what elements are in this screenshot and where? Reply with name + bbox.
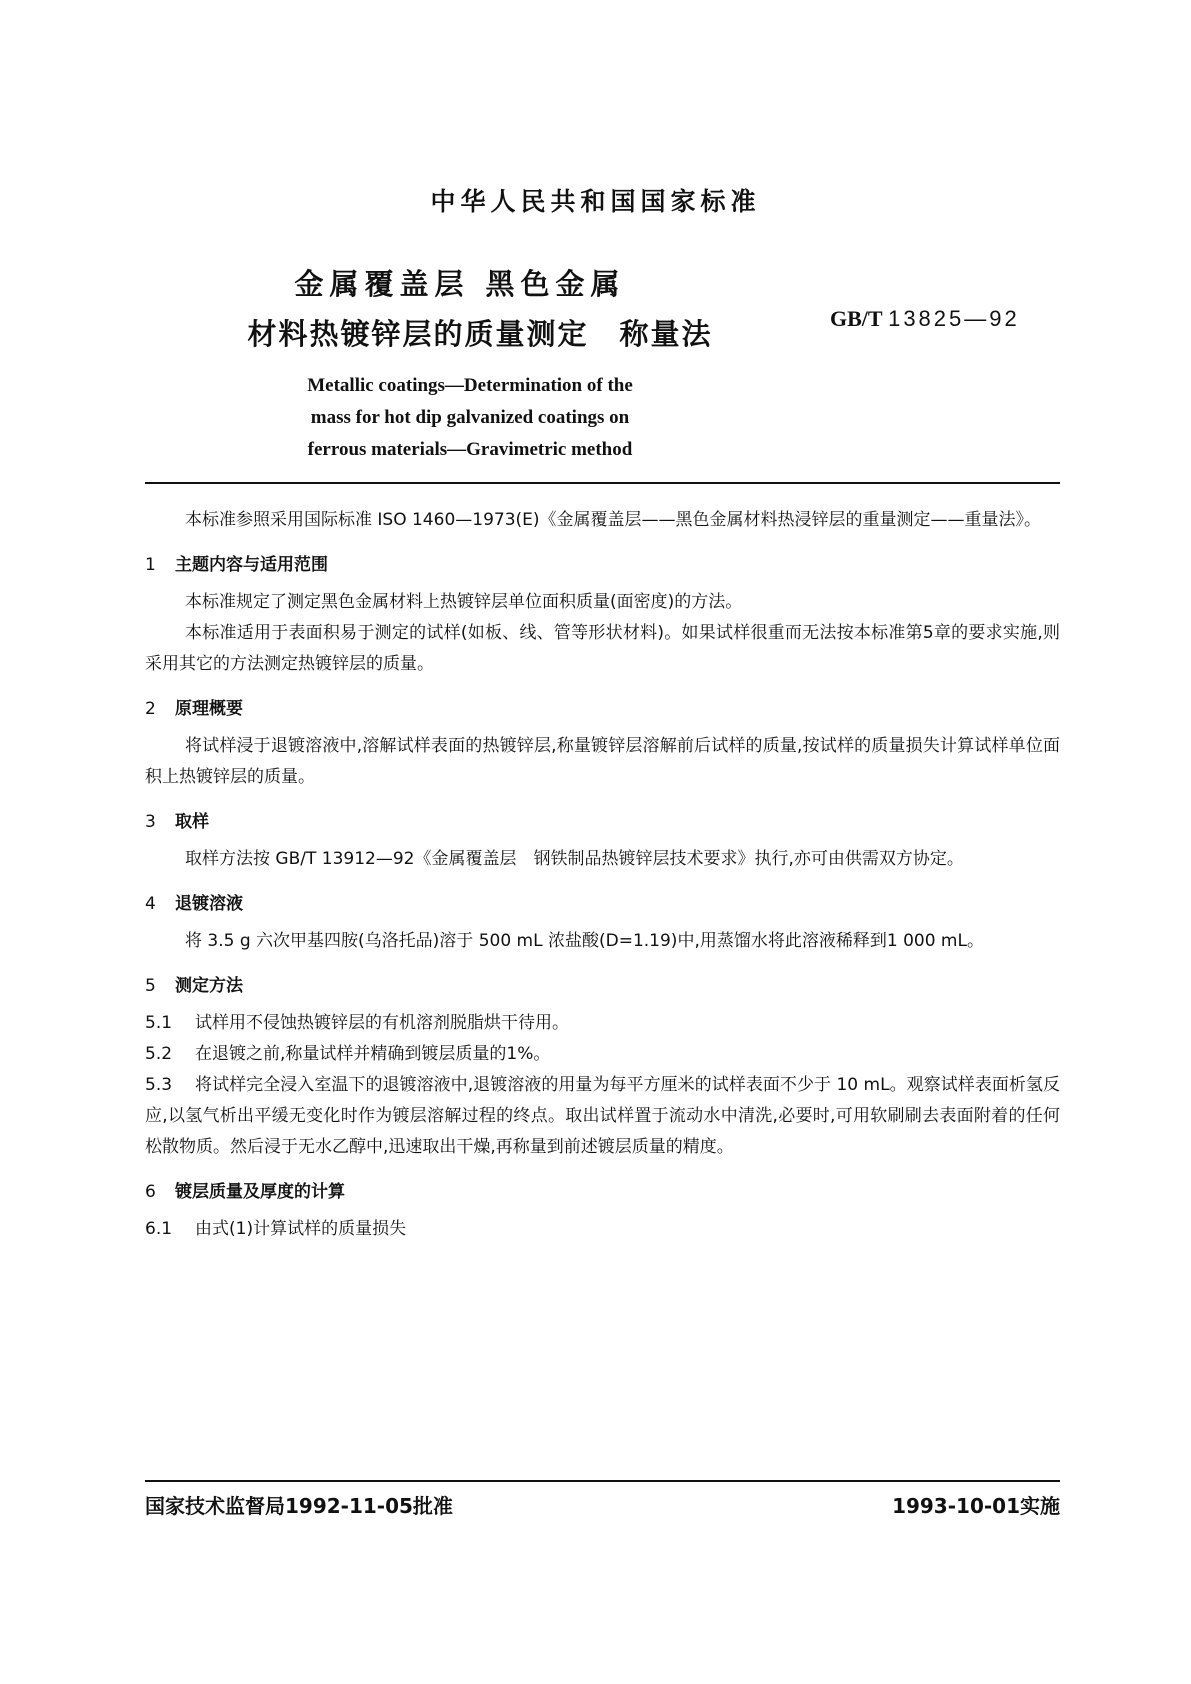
title-line-2: 材料热镀锌层的质量测定 称量法	[247, 317, 713, 351]
standard-code: 13825—92	[888, 306, 1020, 331]
english-title	[230, 370, 710, 466]
section-paragraph: 本标准适用于表面积易于测定的试样(如板、线、管等形状材料)。如果试样很重而无法按本标准第5章的要求实施,则采用其它的方法测定热镀锌层的质量。	[145, 623, 1060, 674]
footer-divider	[145, 1480, 1060, 1482]
subsection-item: 5.1 试样用不侵蚀热镀锌层的有机溶剂脱脂烘干待用。	[145, 1013, 569, 1033]
standard-prefix: GB/T	[830, 306, 883, 331]
section-heading: 3 取样	[145, 812, 209, 832]
section-heading: 6 镀层质量及厚度的计算	[145, 1182, 345, 1202]
section-heading: 5 测定方法	[145, 976, 243, 996]
english-title-line: Metallic coatings—Determination of the	[307, 375, 633, 396]
approval-date: 国家技术监督局1992-11-05批准	[145, 1494, 453, 1518]
section-paragraph: 取样方法按 GB/T 13912—92《金属覆盖层 钢铁制品热镀锌层技术要求》执行,亦可由供需双方协定。	[185, 849, 964, 869]
header-divider	[145, 482, 1060, 484]
footer	[145, 1490, 1060, 1519]
subsection-item: 5.2 在退镀之前,称量试样并精确到镀层质量的1%。	[145, 1044, 551, 1064]
subsection-item: 5.3 将试样完全浸入室温下的退镀溶液中,退镀溶液的用量为每平方厘米的试样表面不少于 10 mL。观察试样表面析氢反应,以氢气析出平缓无变化时作为镀层溶解过程的终点。取出试样置于流动水中清洗,必要时,可用软刷刷去表面附着的任何松散物质。然后浸于无水乙醇中,迅速取出干燥,再称量到前述镀层质量的精度。	[145, 1075, 1060, 1157]
section-paragraph: 将 3.5 g 六次甲基四胺(乌洛托品)溶于 500 mL 浓盐酸(D=1.19)中,用蒸馏水将此溶液稀释到1 000 mL。	[185, 931, 984, 951]
section-paragraph: 本标准规定了测定黑色金属材料上热镀锌层单位面积质量(面密度)的方法。	[185, 592, 743, 612]
standard-number	[830, 306, 1020, 332]
national-standard-label: 中华人民共和国国家标准	[430, 187, 761, 216]
effective-date: 1993-10-01实施	[892, 1494, 1060, 1518]
english-title-line: ferrous materials—Gravimetric method	[307, 439, 633, 460]
title-line-1: 金属覆盖层 黑色金属	[294, 267, 626, 301]
section-heading: 1 主题内容与适用范围	[145, 555, 328, 575]
section-heading: 2 原理概要	[145, 699, 243, 719]
subsection-item: 6.1 由式(1)计算试样的质量损失	[145, 1219, 407, 1239]
english-title-line: mass for hot dip galvanized coatings on	[310, 407, 630, 428]
document-body	[145, 505, 1060, 1245]
section-heading: 4 退镀溶液	[145, 894, 243, 914]
intro-paragraph: 本标准参照采用国际标准 ISO 1460—1973(E)《金属覆盖层——黑色金属材料热浸锌层的重量测定——重量法》。	[185, 510, 1042, 530]
section-paragraph: 将试样浸于退镀溶液中,溶解试样表面的热镀锌层,称量镀锌层溶解前后试样的质量,按试样的质量损失计算试样单位面积上热镀锌层的质量。	[145, 736, 1060, 787]
